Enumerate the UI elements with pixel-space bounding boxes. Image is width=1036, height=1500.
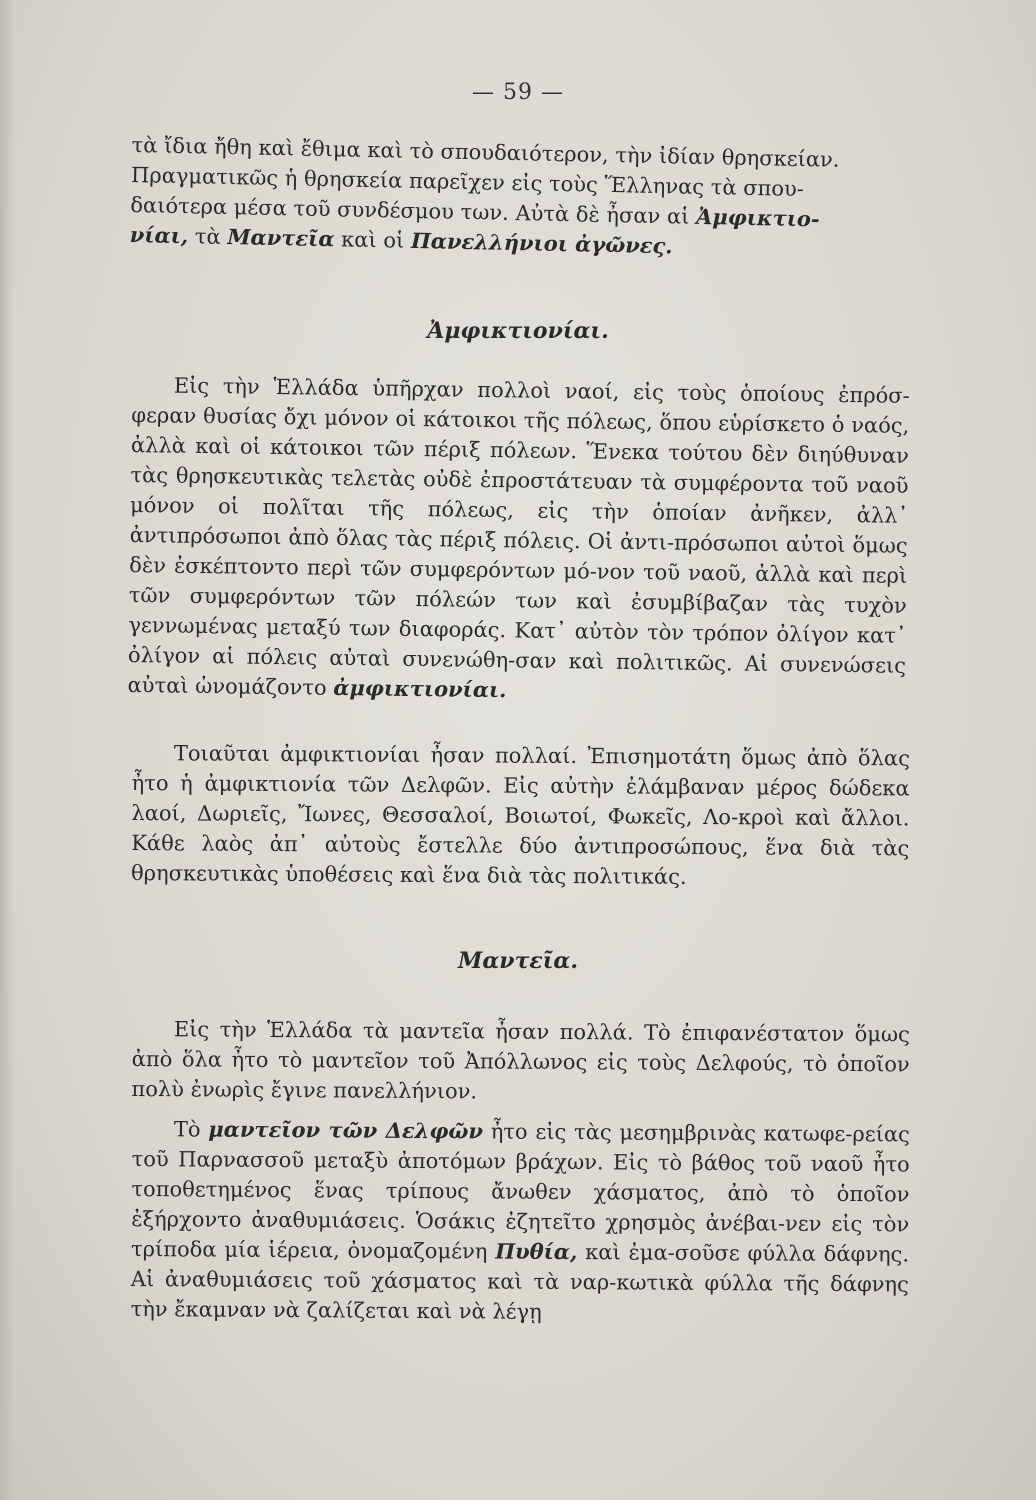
manteia-paragraph-1-text: Εἰς τὴν Ἑλλάδα τὰ μαντεῖα ἦσαν πολλά. Τὸ ἐπιφανέστατον ὅμως ἀπὸ ὅλα ἦτο τὸ μαντεῖον τοῦ Ἀπόλλωνος εἰς τοὺς Δελφούς, τὸ ὁποῖον πολὺ ἐνωρὶς ἔγινε πανελλήνιον.	[131, 1017, 910, 1104]
intro-paragraph	[129, 130, 909, 266]
manteia-paragraph-2	[131, 1114, 910, 1329]
term-manteion-delfon: μαντεῖον τῶν Δελφῶν	[208, 1116, 484, 1144]
manteia-para2-end: καὶ ἐμα-σοῦσε φύλλα δάφνης. Αἱ ἀναθυμιάσεις τοῦ χάσματος καὶ τὰ ναρ-κωτικὰ φύλλα τῆς δάφνης τὴν ἔκαμναν νὰ ζαλίζεται καὶ νὰ λέγῃ	[130, 1240, 910, 1324]
amphiktyoniai-paragraph-1	[127, 370, 910, 711]
page-number: — 59 —	[472, 80, 564, 105]
intro-line-3-text: δαιότερα μέσα τοῦ συνδέσμου των. Αὐτὰ δὲ ἦσαν αἱ	[130, 192, 690, 229]
manteia-para2-body: ἦτο εἰς τὰς μεσημβρινὰς κατωφε-ρείας τοῦ Παρνασσοῦ μεταξὺ ἀποτόμων βράχων. Εἰς τὸ βάθος τοῦ ναοῦ ἦτο τοποθετημένος ἕνας τρίπους ἄνωθεν χάσματος, ἀπὸ τὸ ὁποῖον ἐξήρχοντο ἀναθυμιάσεις. Ὁσάκις ἐζητεῖτο χρησμὸς ἀνέβαι-νεν εἰς τὸν τρίποδα μία ἱέρεια, ὀνομαζομένη	[130, 1119, 910, 1264]
amphiktyoniai-para1-body: Εἰς τὴν Ἑλλάδα ὑπῆρχαν πολλοὶ ναοί, εἰς τοὺς ὁποίους ἐπρόσ-φεραν θυσίας ὄχι μόνον οἱ κάτοικοι τῆς πόλεως, ὅπου εὑρίσκετο ὁ ναός, ἀλλὰ καὶ οἱ κάτοικοι τῶν πέριξ πόλεων. Ἕνεκα τούτου δὲν διηύθυναν τὰς θρησκευτικὰς τελετὰς οὐδὲ ἐπροστάτευαν τὰ συμφέροντα τοῦ ναοῦ μόνον οἱ πολῖται τῆς πόλεως, εἰς τὴν ὁποίαν ἀνῆκεν, ἀλλ᾽ ἀντιπρόσωποι ἀπὸ ὅλας τὰς πέριξ πόλεις. Οἱ ἀντι-πρόσωποι αὐτοὶ ὅμως δὲν ἐσκέπτοντο περὶ τῶν συμφερόντων μό-νον τοῦ ναοῦ, ἀλλὰ καὶ περὶ τῶν συμφερόντων τῶν πόλεών των καὶ ἐσυμβίβαζαν τὰς τυχὸν γεννωμένας μεταξύ των διαφοράς. Κατ᾽ αὐτὸν τὸν τρόπον ὀλίγον κατ᾽ ὀλίγον αἱ πόλεις αὐταὶ συνενώθη-σαν καὶ πολιτικῶς. Αἱ συνενώσεις αὐταὶ ὠνομάζοντο	[127, 373, 910, 700]
manteia-paragraph-1	[131, 1014, 910, 1109]
section-heading-manteia: Μαντεῖα.	[458, 948, 578, 974]
term-manteia: Μαντεῖα	[227, 224, 335, 252]
term-amphiktyoniai-inline: ἀμφικτιονίαι.	[333, 674, 507, 703]
term-amphiktyoniai-part2: νίαι,	[129, 221, 189, 249]
connector-2: καὶ οἱ	[340, 227, 405, 253]
term-amphiktyoniai-part1: Ἀμφικτιο-	[695, 203, 820, 232]
intro-line-2: Πραγματικῶς ἡ θρησκεία παρεῖχεν εἰς τοὺς Ἕλληνας τὰ σπου-	[130, 162, 805, 202]
amphiktyoniai-paragraph-1-text	[127, 370, 910, 711]
amphiktyoniai-paragraph-2-text: Τοιαῦται ἀμφικτιονίαι ἦσαν πολλαί. Ἐπισημοτάτη ὅμως ἀπὸ ὅλας ἦτο ἡ ἀμφικτιονία τῶν Δελφῶν. Εἰς αὐτὴν ἐλάμβαναν μέρος δώδεκα λαοί, Δωριεῖς, Ἴωνες, Θεσσαλοί, Βοιωτοί, Φωκεῖς, Λο-κροὶ καὶ ἄλλοι. Κάθε λαὸς ἀπ᾽ αὐτοὺς ἔστελλε δύο ἀντιπροσώπους, ἕνα διὰ τὰς θρησκευτικὰς ὑποθέσεις καὶ ἕνα διὰ τὰς πολιτικάς.	[130, 741, 910, 889]
manteia-paragraph-2-text	[131, 1114, 910, 1329]
term-pythia: Πυθία,	[495, 1238, 578, 1265]
connector-1: τὰ	[194, 224, 221, 249]
manteia-para2-start: Τὸ	[173, 1117, 201, 1142]
section-heading-amphiktyoniai: Ἀμφικτιονίαι.	[427, 318, 609, 344]
intro-line-1: τὰ ἴδια ἤθη καὶ ἔθιμα καὶ τὸ σπουδαιότερον, τὴν ἰδίαν θρησκείαν.	[131, 132, 840, 172]
page-binding-shadow	[0, 0, 14, 1500]
term-agones: Πανελλήνιοι ἀγῶνες.	[410, 227, 673, 259]
amphiktyoniai-paragraph-2	[131, 738, 910, 893]
